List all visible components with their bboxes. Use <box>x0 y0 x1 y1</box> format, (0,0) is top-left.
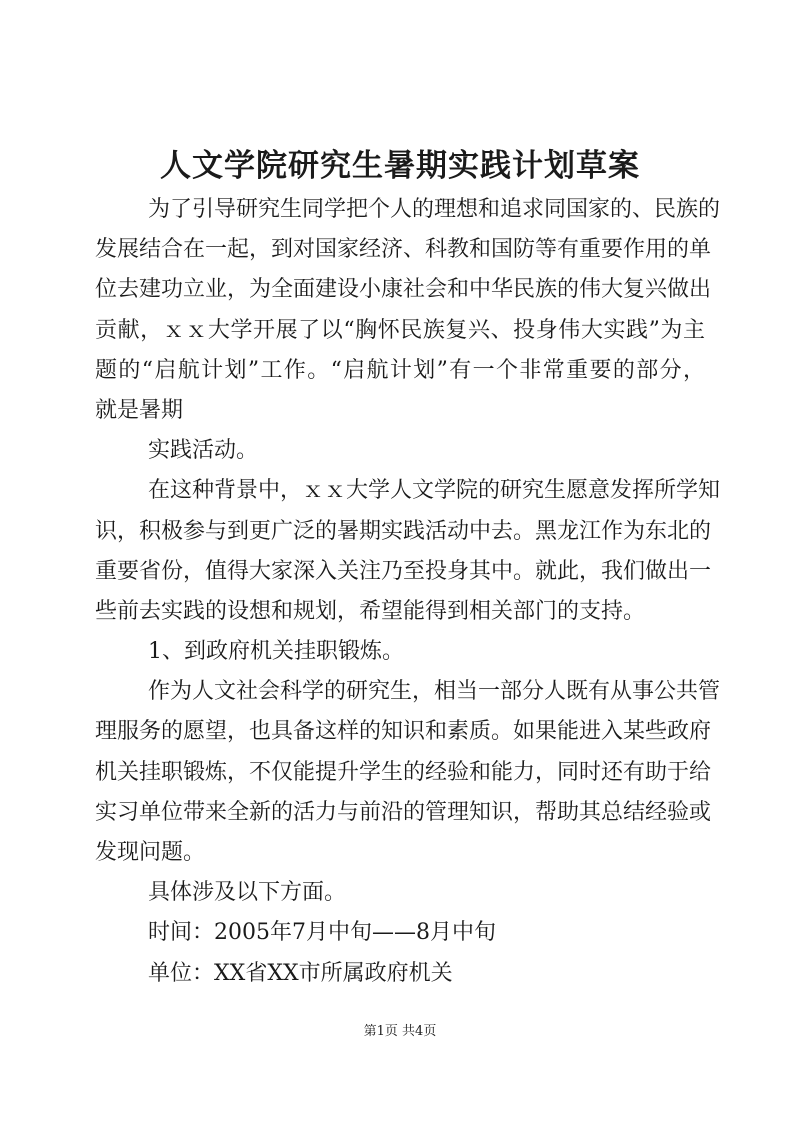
document-body <box>95 190 721 994</box>
text-line: 为了引导研究生同学把个人的理想和追求同国家的、民族的 <box>148 197 721 222</box>
text-line: 发现问题。 <box>95 840 206 865</box>
text-line: 机关挂职锻炼，不仅能提升学生的经验和能力，同时还有助于给 <box>95 759 712 785</box>
section-heading: 1、到政府机关挂职锻炼。 <box>148 639 404 665</box>
text-line: 些前去实践的设想和规划，希望能得到相关部门的支持。 <box>95 598 646 624</box>
text-line: 作为人文社会科学的研究生，相当一部分人既有从事公共管 <box>148 679 721 705</box>
page-number: 第1页 共4页 <box>363 1024 437 1039</box>
text-line: 题的“启航计划”工作。“启航计划”有一个非常重要的部分， <box>95 357 705 383</box>
document-title: 人文学院研究生暑期实践计划草案 <box>160 148 640 184</box>
text-line: 实习单位带来全新的活力与前沿的管理知识，帮助其总结经验或 <box>95 799 712 825</box>
text-line: 贡献，ｘｘ大学开展了以“胸怀民族复兴、投身伟大实践”为主 <box>95 317 705 343</box>
text-line: 发展结合在一起，到对国家经济、科教和国防等有重要作用的单 <box>95 237 712 263</box>
time-line: 时间：2005年7月中旬——8月中旬 <box>148 920 496 946</box>
unit-line: 单位：XX省XX市所属政府机关 <box>148 960 453 986</box>
text-line: 具体涉及以下方面。 <box>148 880 347 906</box>
text-line: 重要省份，值得大家深入关注乃至投身其中。就此，我们做出一 <box>95 558 712 584</box>
text-line: 在这种背景中，ｘｘ大学人文学院的研究生愿意发挥所学知 <box>148 478 721 504</box>
text-line: 就是暑期 <box>95 397 184 423</box>
text-line: 位去建功立业，为全面建设小康社会和中华民族的伟大复兴做出 <box>95 277 712 303</box>
text-line: 识，积极参与到更广泛的暑期实践活动中去。黑龙江作为东北的 <box>95 518 712 544</box>
text-line: 实践活动。 <box>148 438 259 464</box>
text-line: 理服务的愿望，也具备这样的知识和素质。如果能进入某些政府 <box>95 719 712 745</box>
